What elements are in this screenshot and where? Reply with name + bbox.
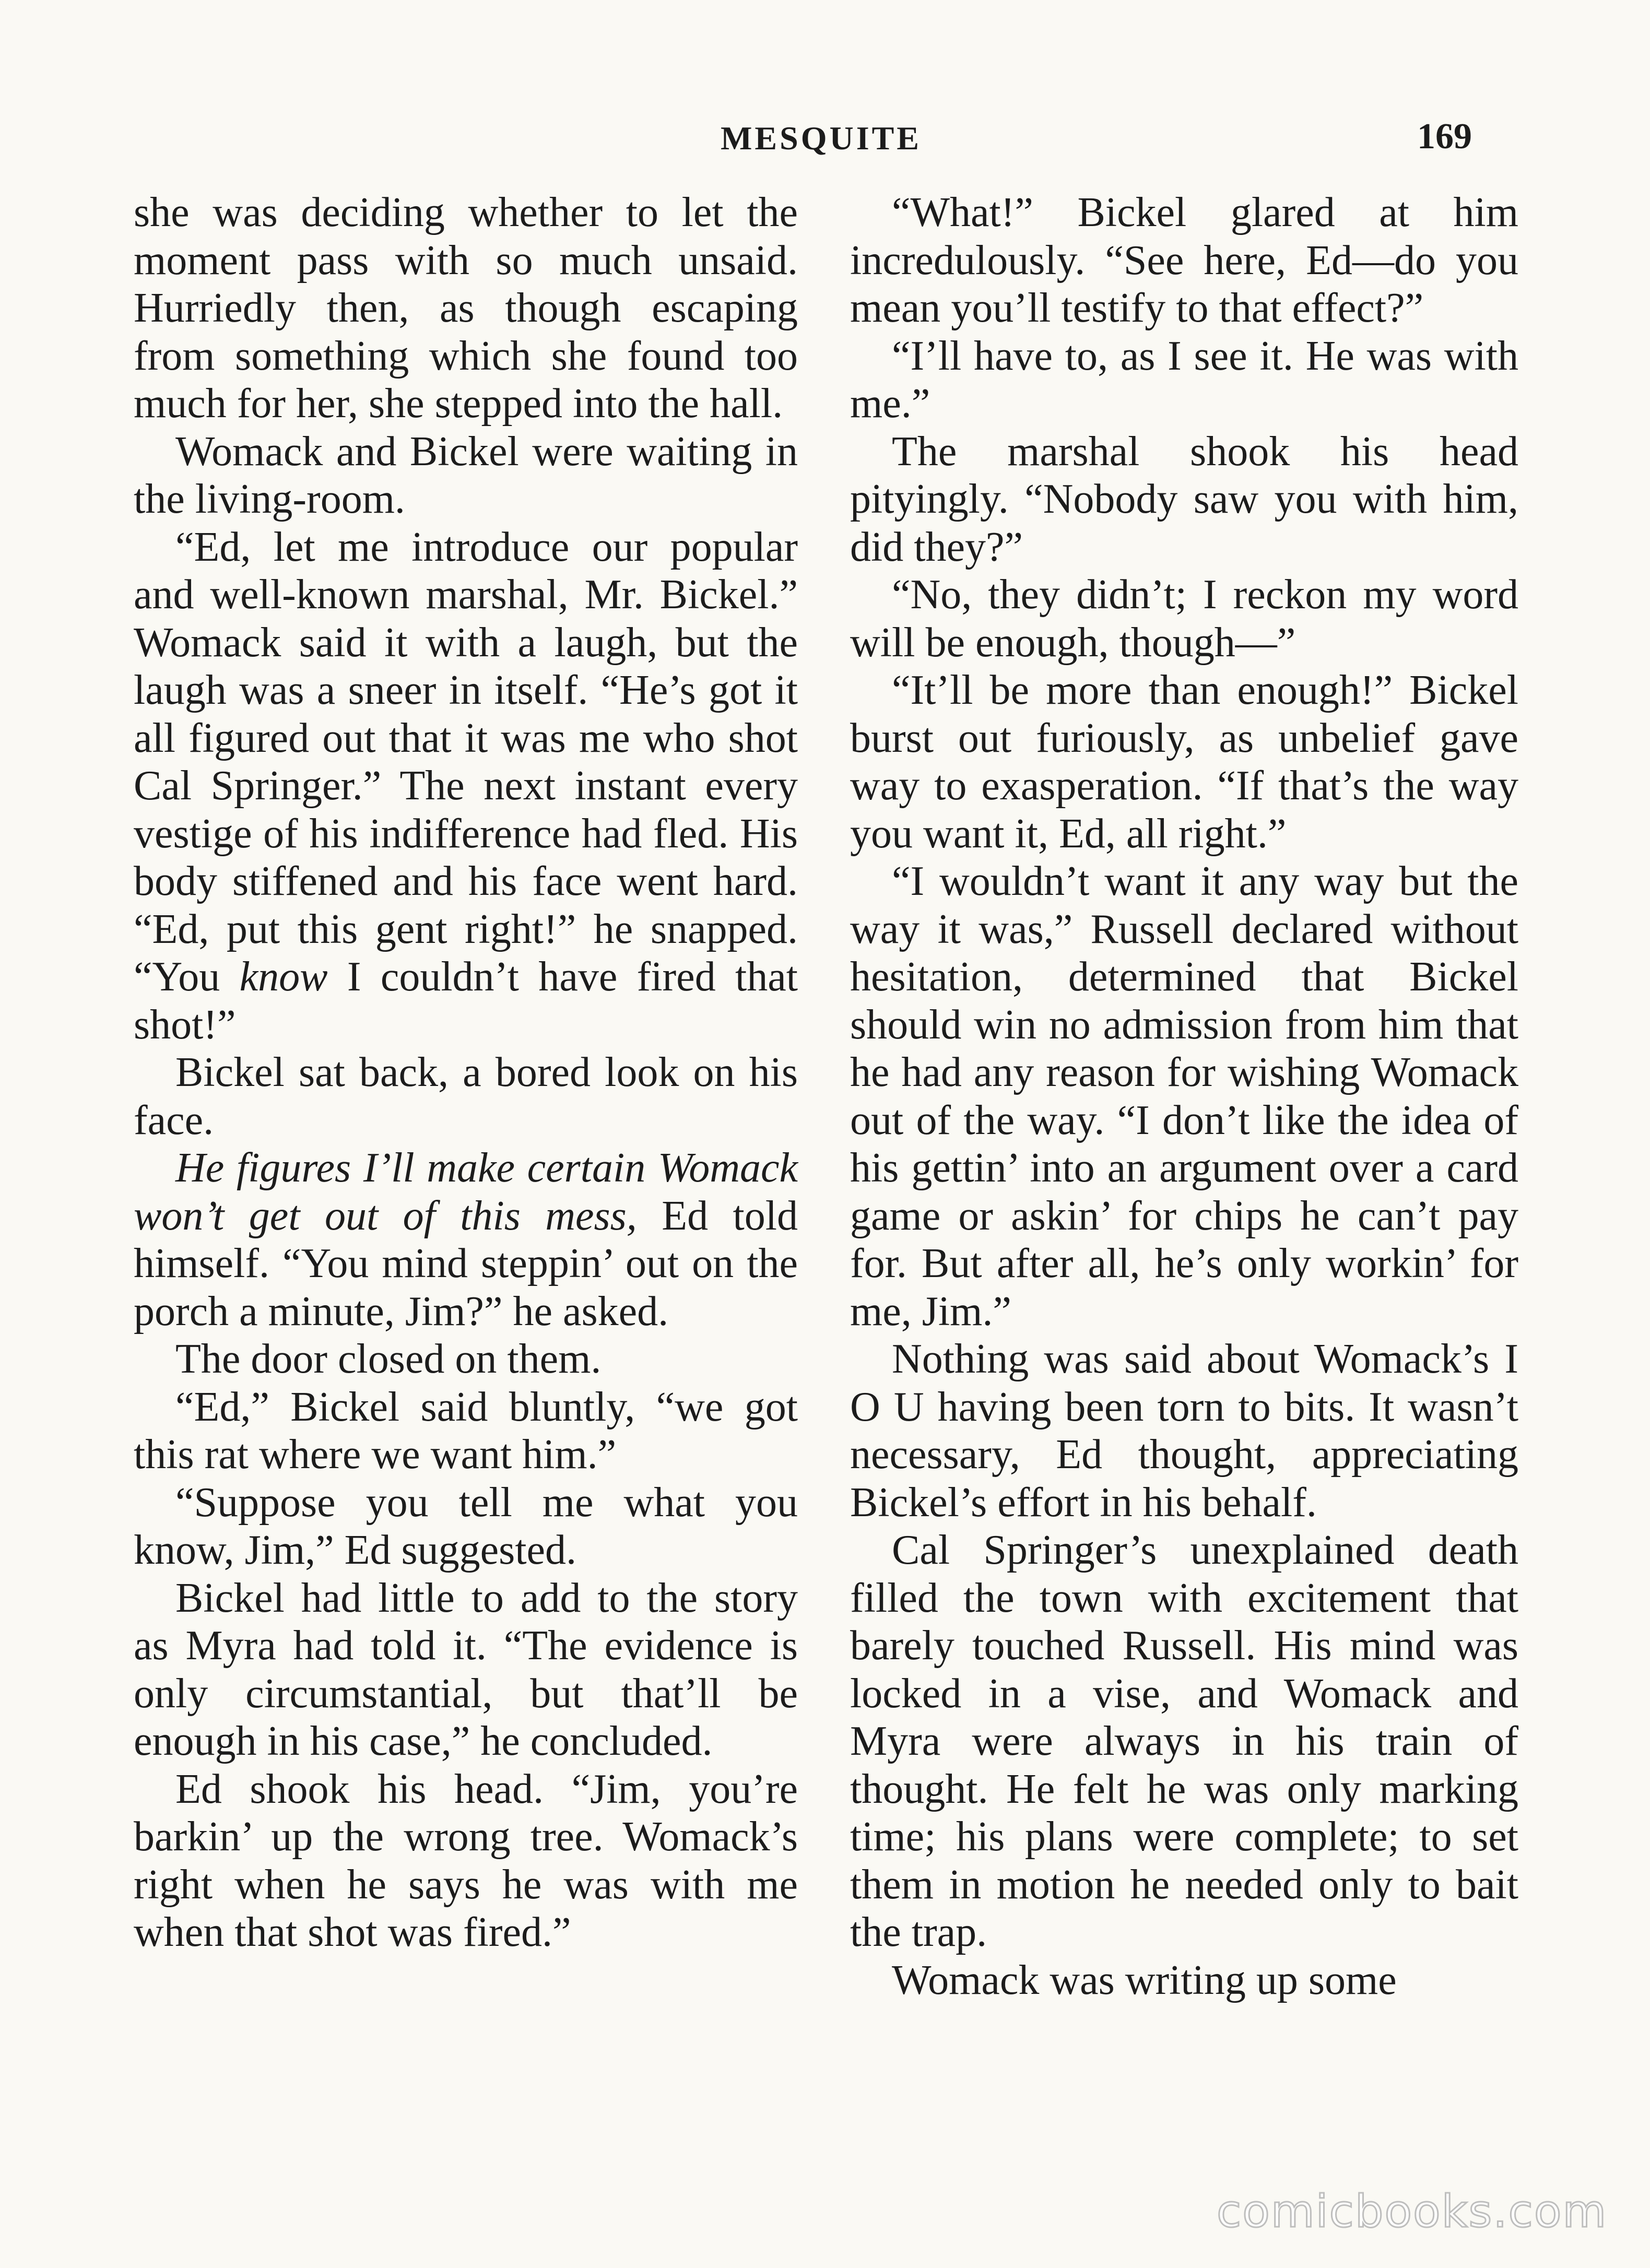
paragraph: Bickel had little to add to the story as Myra had told it. “The evidence is only circumstantial, but that’ll be enough in his case,” he concluded. [134, 1575, 798, 1764]
paragraph: “It’ll be more than enough!” Bickel burst out furiously, as unbelief gave way to exasperation. “If that’s the way you want it, Ed, all right.” [850, 667, 1518, 857]
paragraph: Womack and Bickel were waiting in the living-room. [134, 428, 798, 522]
paragraph: Cal Springer’s unexplained death filled the town with excitement that barely touched Russell. His mind was locked in a vise, and Womack and Myra were always in his train of thought. He felt he was only marking time; his plans were complete; to set them in motion he needed only to bait the trap. [850, 1527, 1518, 1955]
paragraph: “Ed,” Bickel said bluntly, “we got this rat where we want him.” [134, 1384, 798, 1478]
emphasis-text: know [239, 954, 328, 1000]
paragraph: The marshal shook his head pityingly. “Nobody saw you with him, did they?” [850, 428, 1518, 570]
text-run: I couldn’t have fired that shot!” [134, 954, 798, 1048]
page-number: 169 [1417, 116, 1472, 157]
paragraph: “What!” Bickel glared at him incredulously. “See here, Ed—do you mean you’ll testify to that effect?” [850, 190, 1518, 331]
paragraph: “I’ll have to, as I see it. He was with me.” [850, 333, 1518, 427]
right-text-column [850, 189, 1518, 2004]
paragraph: The door closed on them. [175, 1336, 602, 1382]
paragraph: she was deciding whether to let the moment pass with so much unsaid. Hurriedly then, as though escaping from something which she found too much for her, she stepped into the hall. [134, 190, 798, 427]
paragraph [134, 524, 798, 1049]
paragraph: Bickel sat back, a bored look on his face. [134, 1049, 798, 1143]
text-run: Ed told himself. “You mind steppin’ out on the porch a minute, Jim?” he asked. [134, 1192, 798, 1334]
paragraph: “Suppose you tell me what you know, Jim,” Ed suggested. [134, 1479, 798, 1573]
paragraph: Womack was writing up some [892, 1957, 1397, 2003]
text-run: “Ed, let me introduce our popular and well-known marshal, Mr. Bickel.” Womack said it with a laugh, but the laugh was a sneer in itself. “He’s got it all figured out that it was me who shot Cal Springer.” The next instant every vestige of his indifference had fled. His body stiffened and his face went hard. “Ed, put this gent right!” he snapped. “You [134, 524, 798, 1000]
emphasis-text: He figures I’ll make certain Womack won’t get out of this mess, [134, 1145, 798, 1239]
paragraph: Ed shook his head. “Jim, you’re barkin’ up the wrong tree. Womack’s right when he says he was with me when that shot was fired.” [134, 1766, 798, 1955]
left-text-column [134, 189, 798, 1957]
paragraph: Nothing was said about Womack’s I O U having been torn to bits. It wasn’t necessary, Ed thought, appreciating Bickel’s effort in his behalf. [850, 1336, 1518, 1526]
paragraph: “I wouldn’t want it any way but the way it was,” Russell declared without hesitation, determined that Bickel should win no admission from him that he had any reason for wishing Womack out of the way. “I don’t like the idea of his gettin’ into an argument over a card game or askin’ for chips he can’t pay for. But after all, he’s only workin’ for me, Jim.” [850, 858, 1518, 1334]
paragraph [134, 1144, 798, 1336]
running-head-title: MESQUITE [721, 120, 922, 157]
watermark: comicbooks.com [1217, 2186, 1608, 2238]
paragraph: “No, they didn’t; I reckon my word will be enough, though—” [850, 572, 1518, 666]
